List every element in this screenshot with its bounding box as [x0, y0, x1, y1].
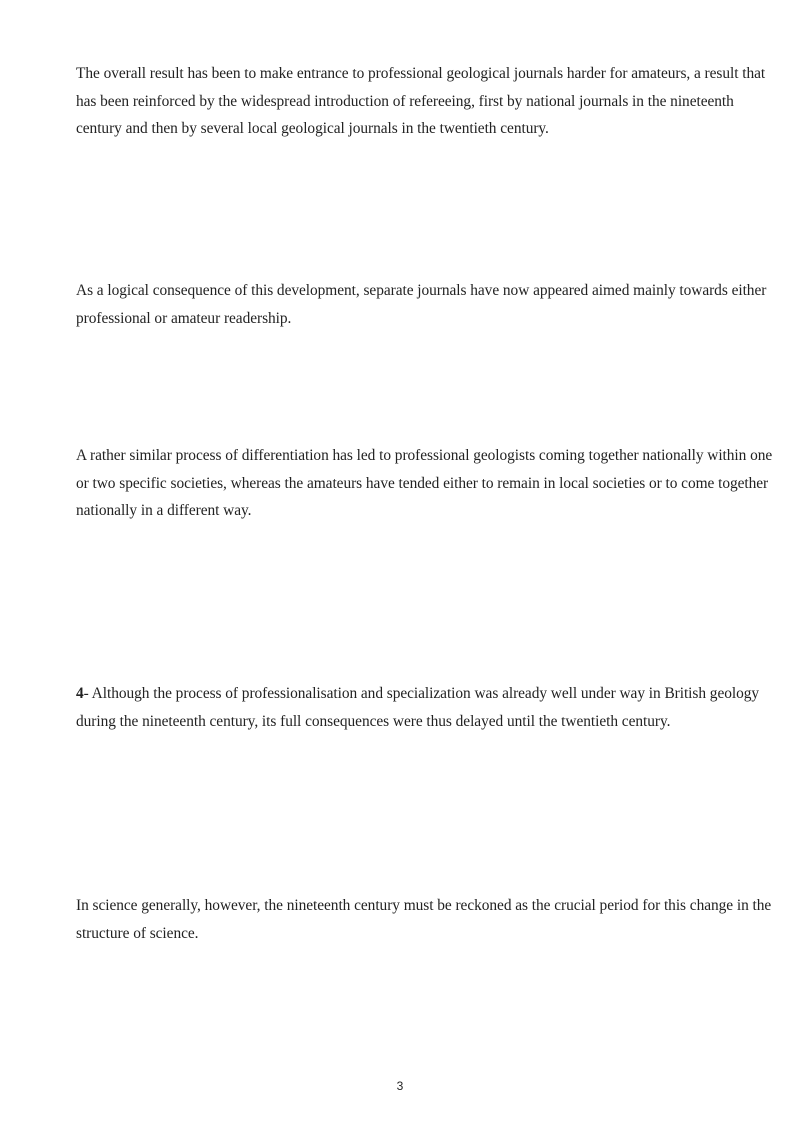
paragraph-science-generally: [76, 892, 776, 947]
paragraph-text: In science generally, however, the nineteenth century must be reckoned as the crucial period for this change in the structure of science.: [76, 897, 772, 942]
paragraph-number: 4: [76, 685, 84, 702]
paragraph-text: As a logical consequence of this development, separate journals have now appeared aimed mainly towards either professional or amateur readership.: [76, 282, 767, 327]
paragraph-text: - Although the process of professionalisation and specialization was already well under way in British geology during the nineteenth century, its full consequences were thus delayed until the twentieth century.: [76, 685, 760, 730]
paragraph-differentiation: [76, 442, 776, 525]
paragraph-overall-result: [76, 60, 776, 143]
paragraph-text: A rather similar process of differentiation has led to professional geologists coming together nationally within one or two specific societies, whereas the amateurs have tended either to remain in local societies or to come together nationally in a different way.: [76, 447, 773, 519]
paragraph-text: The overall result has been to make entrance to professional geological journals harder for amateurs, a result that has been reinforced by the widespread introduction of refereeing, first by national journals in the nineteenth century and then by several local geological journals in the twentieth century.: [76, 65, 766, 137]
paragraph-numbered-4: [76, 680, 776, 735]
page-number: 3: [396, 1079, 404, 1093]
paragraph-logical-consequence: [76, 277, 776, 332]
